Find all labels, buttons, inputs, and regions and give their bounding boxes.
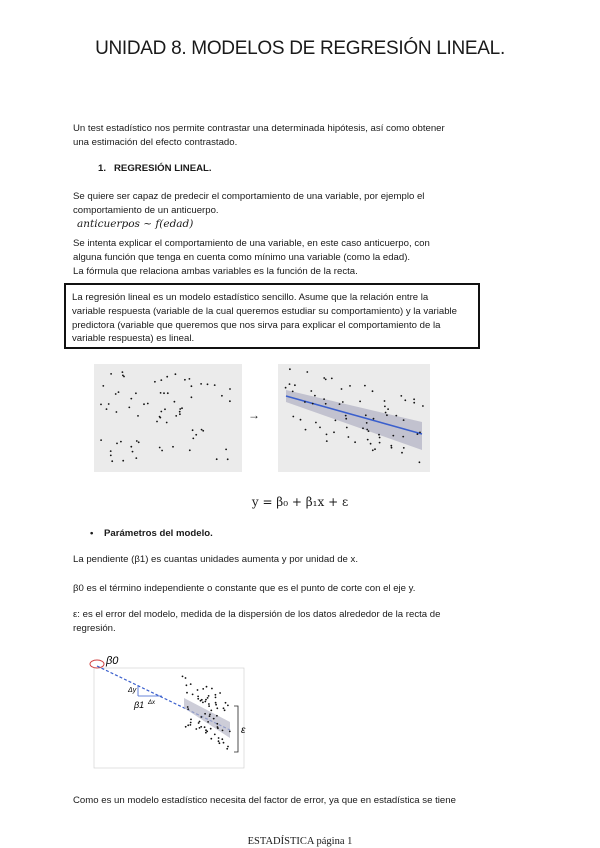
text-line: ε: es el error del modelo, medida de la dispersión de los datos alrededor de la recta de — [73, 609, 441, 620]
scatter-point — [159, 416, 161, 418]
scatter-point — [402, 436, 404, 438]
box-line: La regresión lineal es un modelo estadístico sencillo. Asume que la relación entre la — [72, 292, 429, 303]
scatter-point — [368, 430, 370, 432]
scatter-point — [210, 738, 212, 740]
text-line: Se quiere ser capaz de predecir el comportamiento de una variable, por ejemplo el — [73, 191, 425, 202]
scatter-point — [345, 418, 347, 420]
scatter-point — [227, 705, 229, 707]
scatter-point — [192, 429, 194, 431]
scatter-point — [135, 392, 137, 394]
scatter-point — [206, 731, 208, 733]
scatter-point — [122, 460, 124, 462]
scatter-plot-left — [84, 362, 244, 482]
bullet-label: Parámetros del modelo. — [104, 528, 213, 539]
box-line: variable respuesta (variable de la cual queremos estudiar su comportamiento) y la variable — [72, 305, 458, 317]
scatter-point — [223, 707, 225, 709]
scatter-point — [292, 391, 294, 393]
scatter-point — [110, 450, 112, 452]
paragraph-predict — [73, 190, 513, 218]
scatter-point — [401, 452, 403, 454]
scatter-point — [174, 401, 176, 403]
scatter-point — [216, 715, 218, 717]
scatter-point — [413, 398, 415, 400]
param-error — [73, 608, 513, 636]
scatter-point — [184, 379, 186, 381]
scatter-point — [362, 427, 364, 429]
scatter-point — [137, 415, 139, 417]
scatter-point — [345, 415, 347, 417]
scatter-point — [205, 732, 207, 734]
scatter-point — [219, 742, 221, 744]
scatter-point — [218, 737, 220, 739]
text-line: regresión. — [73, 622, 116, 634]
scatter-point — [386, 414, 388, 416]
section-number: 1. — [98, 163, 107, 174]
param-intercept: β0 es el término independiente o constante que es el punto de corte con el eje y. — [73, 583, 416, 594]
scatter-point — [147, 403, 149, 405]
regression-diagram — [84, 648, 254, 776]
scatter-point — [190, 724, 192, 726]
scatter-point — [315, 422, 317, 424]
text-line: alguna función que tenga en cuenta como mínimo una variable (como la edad). — [73, 251, 411, 263]
scatter-point — [201, 429, 203, 431]
scatter-point — [192, 438, 194, 440]
scatter-point — [186, 684, 188, 686]
scatter-point — [378, 434, 380, 436]
scatter-point — [130, 398, 132, 400]
intro-line: una estimación del efecto contrastado. — [73, 136, 238, 148]
scatter-point — [198, 722, 200, 724]
scatter-point — [161, 450, 163, 452]
scatter-point — [185, 677, 187, 679]
scatter-point — [349, 385, 351, 387]
scatter-point — [289, 383, 291, 385]
scatter-point — [215, 704, 217, 706]
scatter-point — [108, 403, 110, 405]
scatter-point — [122, 375, 124, 377]
scatter-point — [209, 715, 211, 717]
scatter-point — [285, 387, 287, 389]
scatter-point — [229, 388, 231, 390]
scatter-point — [199, 721, 201, 723]
math-anticuerpos: anticuerpos ~ f(edad) — [77, 218, 194, 230]
scatter-point — [179, 411, 181, 413]
scatter-point — [216, 723, 218, 725]
scatter-point — [342, 401, 344, 403]
intercept-marker — [90, 660, 104, 668]
scatter-point — [387, 408, 389, 410]
scatter-point — [229, 731, 231, 733]
text-line: comportamiento de un anticuerpo. — [73, 204, 219, 216]
scatter-point — [390, 445, 392, 447]
regression-formula: y = β₀ + β₁x + ε — [251, 495, 349, 509]
scatter-point — [314, 395, 316, 397]
definition-box — [64, 283, 480, 349]
scatter-point — [118, 391, 120, 393]
dy-label: Δy — [128, 687, 137, 694]
scatter-point — [182, 676, 184, 678]
scatter-point — [227, 458, 229, 460]
scatter-point — [187, 708, 189, 710]
page-title: UNIDAD 8. MODELOS DE REGRESIÓN LINEAL. — [95, 38, 505, 59]
scatter-point — [385, 412, 387, 414]
scatter-point — [197, 698, 199, 700]
scatter-point — [214, 734, 216, 736]
scatter-point — [346, 427, 348, 429]
scatter-point — [404, 399, 406, 401]
scatter-point — [289, 368, 291, 370]
scatter-point — [417, 433, 419, 435]
scatter-point — [204, 726, 206, 728]
scatter-point — [216, 458, 218, 460]
scatter-point — [325, 379, 327, 381]
bullet-icon: • — [90, 528, 94, 539]
scatter-point — [294, 384, 296, 386]
scatter-point — [339, 403, 341, 405]
section-heading — [98, 163, 212, 174]
scatter-point — [335, 420, 337, 422]
scatter-point — [195, 434, 197, 436]
intro-paragraph — [73, 122, 513, 150]
scatter-point — [384, 406, 386, 408]
scatter-point — [187, 724, 189, 726]
scatter-point — [219, 692, 221, 694]
scatter-point — [323, 377, 325, 379]
scatter-point — [365, 414, 367, 416]
scatter-point — [200, 716, 202, 718]
scatter-point — [218, 740, 220, 742]
scatter-point — [191, 385, 193, 387]
scatter-point — [392, 435, 394, 437]
scatter-point — [143, 403, 145, 405]
scatter-point — [197, 696, 199, 698]
scatter-point — [154, 381, 156, 383]
scatter-point — [310, 390, 312, 392]
scatter-point — [208, 703, 210, 705]
dx-label: Δx — [148, 700, 156, 706]
beta1-label: β1 — [134, 700, 145, 710]
plot-panel — [94, 364, 242, 472]
page-footer: ESTADÍSTICA página 1 — [247, 836, 353, 847]
scatter-point — [300, 419, 302, 421]
scatter-point — [172, 446, 174, 448]
scatter-point — [204, 701, 206, 703]
scatter-point — [175, 373, 177, 375]
scatter-point — [138, 441, 140, 443]
scatter-point — [122, 371, 124, 373]
scatter-point — [202, 430, 204, 432]
arrow-icon: → — [248, 408, 260, 422]
scatter-point — [106, 408, 108, 410]
scatter-point — [305, 429, 307, 431]
scatter-point — [367, 439, 369, 441]
scatter-point — [419, 461, 421, 463]
scatter-point — [211, 688, 213, 690]
scatter-point — [373, 418, 375, 420]
scatter-point — [225, 702, 227, 704]
scatter-point — [370, 443, 372, 445]
scatter-point — [110, 455, 112, 457]
text-line: La fórmula que relaciona ambas variables es la función de la recta. — [73, 265, 358, 277]
scatter-point — [200, 383, 202, 385]
scatter-point — [200, 726, 202, 728]
scatter-point — [209, 714, 211, 716]
scatter-point — [319, 427, 321, 429]
scatter-point — [179, 408, 181, 410]
scatter-point — [210, 728, 212, 730]
scatter-point — [208, 705, 210, 707]
scatter-point — [348, 436, 350, 438]
scatter-point — [156, 421, 158, 423]
scatter-plot-right — [268, 362, 433, 482]
scatter-point — [190, 683, 192, 685]
scatter-point — [202, 688, 204, 690]
box-line: variable respuesta) es lineal. — [72, 333, 195, 345]
scatter-point — [130, 446, 132, 448]
scatter-point — [213, 718, 215, 720]
scatter-point — [379, 437, 381, 439]
scatter-point — [306, 371, 308, 373]
scatter-point — [227, 746, 229, 748]
scatter-point — [163, 392, 165, 394]
scatter-point — [215, 694, 217, 696]
param-slope: La pendiente (β1) es cuantas unidades aumenta y por unidad de x. — [73, 554, 358, 565]
scatter-point — [132, 451, 134, 453]
scatter-point — [205, 699, 207, 701]
scatter-point — [331, 378, 333, 380]
scatter-point — [190, 719, 192, 721]
scatter-point — [100, 404, 102, 406]
scatter-point — [160, 392, 162, 394]
scatter-point — [195, 728, 197, 730]
scatter-point — [221, 395, 223, 397]
scatter-point — [206, 686, 208, 688]
closing-line: Como es un modelo estadístico necesita del factor de error, ya que en estadística se tiene — [73, 795, 456, 806]
scatter-point — [190, 722, 192, 724]
scatter-point — [225, 449, 227, 451]
scatter-point — [215, 697, 217, 699]
scatter-point — [374, 448, 376, 450]
scatter-point — [185, 726, 187, 728]
scatter-point — [366, 429, 368, 431]
scatter-point — [341, 388, 343, 390]
scatter-point — [115, 393, 117, 395]
scatter-point — [359, 401, 361, 403]
scatter-point — [197, 689, 199, 691]
bullet-heading — [90, 528, 213, 539]
scatter-point — [312, 403, 314, 405]
scatter-point — [189, 449, 191, 451]
scatter-point — [175, 415, 177, 417]
scatter-point — [116, 443, 118, 445]
scatter-point — [372, 390, 374, 392]
scatter-point — [214, 384, 216, 386]
scatter-point — [292, 416, 294, 418]
scatter-point — [202, 702, 204, 704]
scatter-point — [179, 413, 181, 415]
scatter-point — [100, 439, 102, 441]
scatter-point — [364, 385, 366, 387]
scatter-point — [189, 378, 191, 380]
scatter-point — [181, 407, 183, 409]
scatter-point — [208, 695, 210, 697]
scatter-point — [215, 702, 217, 704]
scatter-point — [372, 449, 374, 451]
scatter-point — [224, 709, 226, 711]
scatter-point — [325, 403, 327, 405]
scatter-point — [379, 442, 381, 444]
scatter-point — [166, 376, 168, 378]
scatter-point — [354, 441, 356, 443]
scatter-point — [326, 440, 328, 442]
paragraph-explain — [73, 237, 513, 278]
beta0-label: β0 — [106, 655, 119, 667]
scatter-point — [222, 730, 224, 732]
scatter-point — [120, 441, 122, 443]
scatter-point — [160, 379, 162, 381]
scatter-point — [200, 700, 202, 702]
scatter-point — [384, 400, 386, 402]
scatter-point — [326, 434, 328, 436]
scatter-point — [199, 727, 201, 729]
scatter-point — [400, 395, 402, 397]
scatter-point — [111, 460, 113, 462]
text-line: Se intenta explicar el comportamiento de una variable, en este caso anticuerpo, con — [73, 238, 430, 249]
scatter-point — [207, 721, 209, 723]
scatter-point — [135, 457, 137, 459]
scatter-point — [366, 422, 368, 424]
scatter-point — [116, 411, 118, 413]
epsilon-label: ε — [241, 725, 246, 736]
scatter-point — [164, 408, 166, 410]
scatter-point — [419, 432, 421, 434]
scatter-point — [136, 440, 138, 442]
scatter-point — [187, 706, 189, 708]
scatter-point — [204, 713, 206, 715]
box-line: predictora (variable que queremos que nos sirva para explicar el comportamiento de la — [72, 319, 441, 331]
scatter-point — [413, 402, 415, 404]
scatter-point — [403, 447, 405, 449]
scatter-point — [221, 738, 223, 740]
scatter-point — [159, 447, 161, 449]
scatter-point — [229, 400, 231, 402]
scatter-point — [422, 405, 424, 407]
scatter-point — [191, 396, 193, 398]
scatter-point — [167, 392, 169, 394]
scatter-point — [304, 401, 306, 403]
section-label: REGRESIÓN LINEAL. — [114, 163, 212, 174]
scatter-point — [333, 431, 335, 433]
scatter-point — [226, 748, 228, 750]
scatter-point — [128, 407, 130, 409]
scatter-point — [160, 411, 162, 413]
scatter-point — [403, 419, 405, 421]
scatter-point — [391, 447, 393, 449]
scatter-point — [323, 398, 325, 400]
scatter-point — [166, 422, 168, 424]
scatter-point — [210, 710, 212, 712]
scatter-point — [223, 742, 225, 744]
scatter-point — [216, 707, 218, 709]
intro-line: Un test estadístico nos permite contrastar una determinada hipótesis, así como obtener — [73, 123, 445, 134]
scatter-point — [207, 697, 209, 699]
scatter-point — [102, 385, 104, 387]
scatter-point — [192, 694, 194, 696]
scatter-point — [186, 692, 188, 694]
scatter-point — [110, 373, 112, 375]
scatter-point — [217, 727, 219, 729]
scatter-point — [207, 383, 209, 385]
scatter-point — [395, 415, 397, 417]
